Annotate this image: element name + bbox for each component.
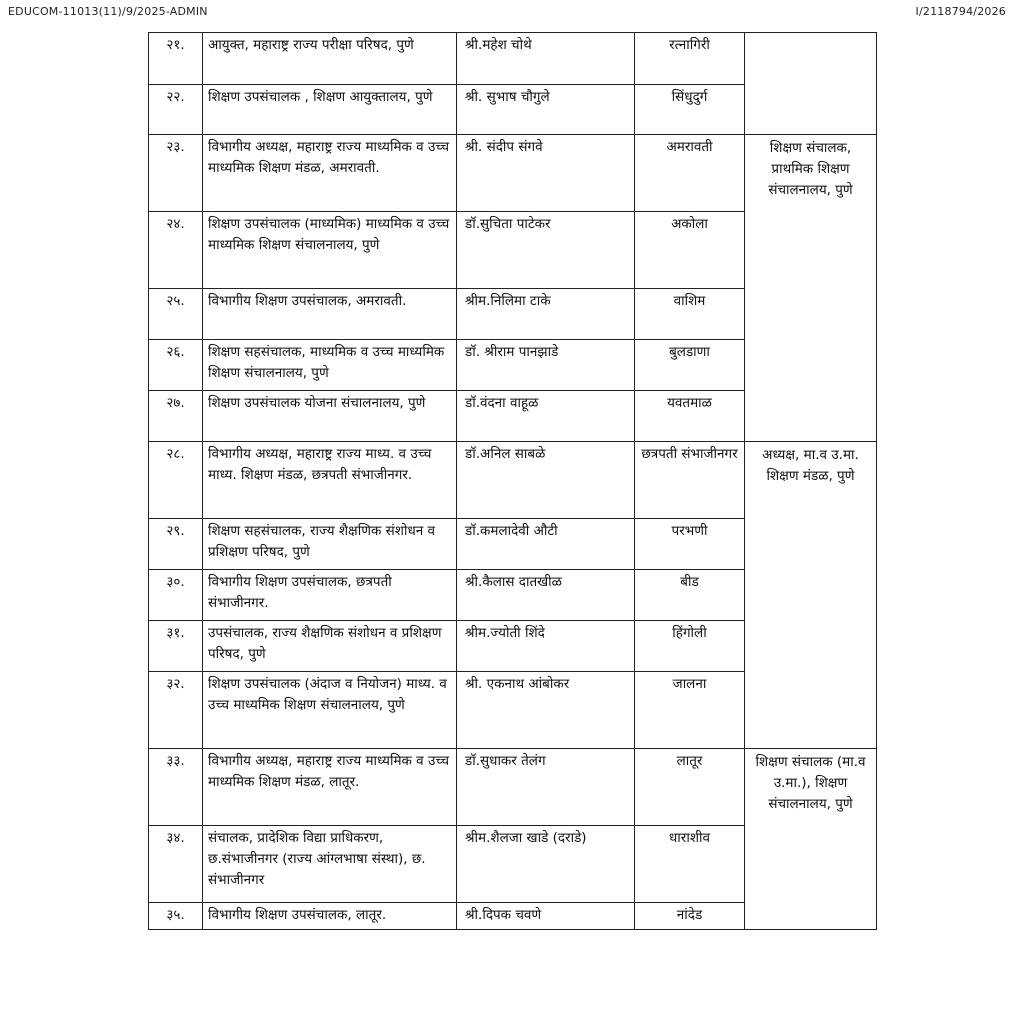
officer-designation: शिक्षण सहसंचालक, माध्यमिक व उच्च माध्यमिक शिक्षण संचालनालय, पुणे [203,340,457,391]
district: यवतमाळ [635,391,745,442]
officer-name: श्रीम.शैलजा खाडे (दराडे) [457,826,635,903]
officer-name: श्री.कैलास दातखीळ [457,570,635,621]
officer-name: डॉ.अनिल साबळे [457,442,635,519]
officer-designation: शिक्षण उपसंचालक (माध्यमिक) माध्यमिक व उच्च माध्यमिक शिक्षण संचालनालय, पुणे [203,212,457,289]
serial-number: २६. [149,340,203,391]
officer-designation: उपसंचालक, राज्य शैक्षणिक संशोधन व प्रशिक्षण परिषद, पुणे [203,621,457,672]
district: लातूर [635,749,745,826]
serial-number: २७. [149,391,203,442]
officer-designation: शिक्षण उपसंचालक (अंदाज व नियोजन) माध्य. व उच्च माध्यमिक शिक्षण संचालनालय, पुणे [203,672,457,749]
inward-number: I/2118794/2026 [915,5,1006,18]
serial-number: ३४. [149,826,203,903]
officer-designation: संचालक, प्रादेशिक विद्या प्राधिकरण, छ.संभाजीनगर (राज्य आंग्लभाषा संस्था), छ. संभाजीनगर [203,826,457,903]
officer-designation: विभागीय शिक्षण उपसंचालक, छत्रपती संभाजीनगर. [203,570,457,621]
officer-name: श्री.महेश चोथे [457,33,635,85]
district: वाशिम [635,289,745,340]
serial-number: ३०. [149,570,203,621]
officer-assignment-table [148,32,877,930]
officer-designation: शिक्षण उपसंचालक योजना संचालनालय, पुणे [203,391,457,442]
district: परभणी [635,519,745,570]
officer-designation: आयुक्त, महाराष्ट्र राज्य परीक्षा परिषद, पुणे [203,33,457,85]
officer-name: डॉ.वंदना वाहूळ [457,391,635,442]
district: हिंगोली [635,621,745,672]
table-row [149,135,877,212]
officer-designation: विभागीय अध्यक्ष, महाराष्ट्र राज्य माध्य. व उच्च माध्य. शिक्षण मंडळ, छत्रपती संभाजीनगर. [203,442,457,519]
officer-designation: शिक्षण सहसंचालक, राज्य शैक्षणिक संशोधन व प्रशिक्षण परिषद, पुणे [203,519,457,570]
officer-name: डॉ.सुधाकर तेलंग [457,749,635,826]
officer-designation: शिक्षण उपसंचालक , शिक्षण आयुक्तालय, पुणे [203,85,457,135]
serial-number: ३३. [149,749,203,826]
serial-number: २१. [149,33,203,85]
serial-number: २२. [149,85,203,135]
officer-designation: विभागीय अध्यक्ष, महाराष्ट्र राज्य माध्यमिक व उच्च माध्यमिक शिक्षण मंडळ, लातूर. [203,749,457,826]
document-reference-number: EDUCOM-11013(11)/9/2025-ADMIN [8,5,208,18]
table-row [149,33,877,85]
officer-name: श्री.दिपक चवणे [457,903,635,930]
supervising-authority: अध्यक्ष, मा.व उ.मा. शिक्षण मंडळ, पुणे [745,442,877,749]
district: नांदेड [635,903,745,930]
district: धाराशीव [635,826,745,903]
officer-name: डॉ.सुचिता पाटेकर [457,212,635,289]
officer-name: डॉ. श्रीराम पानझाडे [457,340,635,391]
serial-number: २५. [149,289,203,340]
officer-name: डॉ.कमलादेवी औटी [457,519,635,570]
serial-number: ३१. [149,621,203,672]
table-row [149,749,877,826]
district: अकोला [635,212,745,289]
serial-number: २४. [149,212,203,289]
district: बुलडाणा [635,340,745,391]
officer-name: श्रीम.निलिमा टाके [457,289,635,340]
district: बीड [635,570,745,621]
district: अमरावती [635,135,745,212]
officer-designation: विभागीय शिक्षण उपसंचालक, अमरावती. [203,289,457,340]
district: जालना [635,672,745,749]
district: छत्रपती संभाजीनगर [635,442,745,519]
officer-name: श्रीम.ज्योती शिंदे [457,621,635,672]
serial-number: २८. [149,442,203,519]
officer-name: श्री. एकनाथ आंबोकर [457,672,635,749]
supervising-authority: शिक्षण संचालक (मा.व उ.मा.), शिक्षण संचालनालय, पुणे [745,749,877,930]
officer-name: श्री. सुभाष चौगुले [457,85,635,135]
serial-number: ३२. [149,672,203,749]
table-row [149,442,877,519]
serial-number: २९. [149,519,203,570]
officer-designation: विभागीय अध्यक्ष, महाराष्ट्र राज्य माध्यमिक व उच्च माध्यमिक शिक्षण मंडळ, अमरावती. [203,135,457,212]
supervising-authority: शिक्षण संचालक, प्राथमिक शिक्षण संचालनालय, पुणे [745,135,877,442]
supervising-authority-cell [745,33,877,135]
officer-name: श्री. संदीप संगवे [457,135,635,212]
district: रत्नागिरी [635,33,745,85]
serial-number: ३५. [149,903,203,930]
officer-designation: विभागीय शिक्षण उपसंचालक, लातूर. [203,903,457,930]
serial-number: २३. [149,135,203,212]
district: सिंधुदुर्ग [635,85,745,135]
